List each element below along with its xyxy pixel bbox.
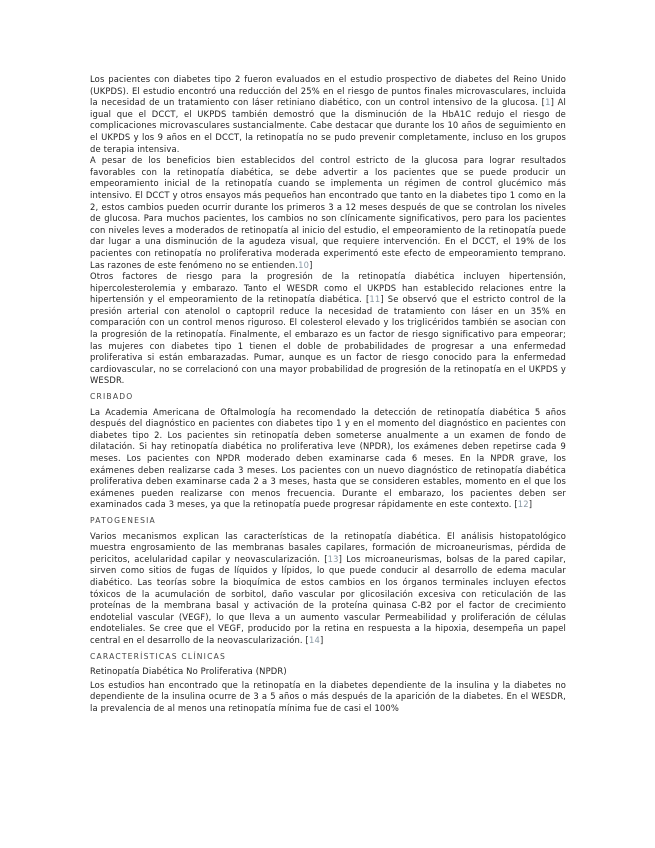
paragraph-patogenesia: Varios mecanismos explican las características de la retinopatía diabética. El análisis histopatológico muestra engrosamiento de las membranas basales capilares, formación de microaneurismas, pérdida de pericitos, acelularidad capilar y neovascularización. [13] Los microaneurismas, bolsas de la pared capilar, sirven como sitios de fugas de líquidos y lípidos, lo que puede conducir al desarrollo de edema macular diabético. Las teorías sobre la bioquímica de estos cambios en los órganos terminales incluyen efectos tóxicos de la acumulación de sorbitol, daño vascular por glicosilación excesiva con reticulación de las proteínas de la membrana basal y activación de la proteína quinasa C-B2 por el factor de crecimiento endotelial vascular (VEGF), lo que lleva a un aumento vascular Permeabilidad y proliferación de células endoteliales. Se cree que el VEGF, producido por la retina en respuesta a la hipoxia, desempeña un papel central en el desarrollo de la neovascularización. [14] [90,530,566,645]
section-heading-patogenesia: PATOGENESIA [90,515,156,525]
paragraph-factores-riesgo: Otros factores de riesgo para la progresión de la retinopatía diabética incluyen hipertensión, hipercolesterolemia y embarazo. Tanto el WESDR como el UKPDS han establecido relaciones entre la hipertensión y el empeoramiento de la retinopatía diabética. [11] Se observó que el estricto control de la presión arterial con atenolol o captopril reduce la necesidad de tratamiento con láser en un 35% en comparación con un control menos riguroso. El colesterol elevado y los triglicéridos también se asocian con la progresión de la retinopatía. Finalmente, el embarazo es un factor de riesgo significativo para empeorar; las mujeres con diabetes tipo 1 tienen el doble de probabilidades de progresar a una enfermedad proliferativa si están embarazadas. Pumar, aunque es un factor de riesgo conocido para la enfermedad cardiovascular, no se correlacionó con una mayor probabilidad de progresión de la retinopatía en el UKPDS y WESDR. [90,271,567,386]
paragraph-ukpds: Los pacientes con diabetes tipo 2 fueron evaluados en el estudio prospectivo de diabetes del Reino Unido (UKPDS). El estudio encontró una reducción del 25% en el riesgo de puntos finales microvasculares, incluida la necesidad de un tratamiento con láser retiniano diabético, con un control intensivo de la glucosa. [1] Al igual que el DCCT, el UKPDS también demostró que la disminución de la HbA1C redujo el riesgo de complicaciones microvasculares sustancialmente. Cabe destacar que durante los 10 años de seguimiento en el UKPDS y los 9 años en el DCCT, la retinopatía no se pudo prevenir completamente, incluso en los grupos de terapia intensiva. [90,74,566,154]
section-heading-cribado: CRIBADO [90,392,134,402]
reference-link[interactable]: 11 [369,294,381,305]
paragraph-cribado: La Academia Americana de Oftalmología ha recomendado la detección de retinopatía diabética 5 años después del diagnóstico en pacientes con diabetes tipo 1 y en el momento del diagnóstico en pacientes con diabetes tipo 2. Los pacientes sin retinopatía deben someterse anualmente a un examen de fondo de dilatación. Si hay retinopatía diabética no proliferativa leve (NPDR), los exámenes deben repetirse cada 9 meses. Los pacientes con NPDR moderado deben examinarse cada 6 meses. En la NPDR grave, los exámenes deben realizarse cada 3 meses. Los pacientes con un nuevo diagnóstico de retinopatía diabética proliferativa deben examinarse cada 2 a 3 meses, hasta que se consideren estables, momento en el que los exámenes pueden realizarse con menos frecuencia. Durante el embarazo, los pacientes deben ser examinados cada 3 meses, ya que la retinopatía puede progresar rápidamente en este contexto. [12] [90,406,566,510]
paragraph-npdr: Los estudios han encontrado que la retinopatía en la diabetes dependiente de la insulina y la diabetes no dependiente de la insulina ocurre de 3 a 5 años o más después de la aparición de la diabetes. En el WESDR, la prevalencia de al menos una retinopatía mínima fue de casi el 100% [90,679,566,713]
document-page [90,74,566,714]
reference-link[interactable]: 1 [545,97,551,108]
paragraph-empeoramiento: A pesar de los beneficios bien establecidos del control estricto de la glucosa para lograr resultados favorables con la retinopatía diabética, se debe advertir a los pacientes que se puede producir un empeoramiento inicial de la retinopatía cuando se implementa un régimen de control glucémico más intensivo. El DCCT y otros ensayos más pequeños han encontrado que tanto en la diabetes tipo 1 como en la 2, estos cambios pueden ocurrir durante los primeros 3 a 12 meses después de que se controlan los niveles de glucosa. Para muchos pacientes, los cambios no son clínicamente significativos, pero para los pacientes con niveles leves a moderados de retinopatía al inicio del estudio, el empeoramiento de la retinopatía puede dar lugar a una disminución de la agudeza visual, que requiere intervención. En el DCCT, el 19% de los pacientes con retinopatía no proliferativa moderada experimentó este efecto de empeoramiento temprano. Las razones de este fenómeno no se entienden.10] [90,155,566,270]
subsection-heading-npdr: Retinopatía Diabética No Proliferativa (NPDR) [90,666,287,677]
section-heading-caracteristicas: CARACTERÍSTICAS CLÍNICAS [90,651,227,661]
reference-link[interactable]: 10 [298,259,310,270]
reference-link[interactable]: 13 [327,553,339,564]
reference-link[interactable]: 12 [517,499,529,510]
reference-link[interactable]: 14 [308,634,320,645]
